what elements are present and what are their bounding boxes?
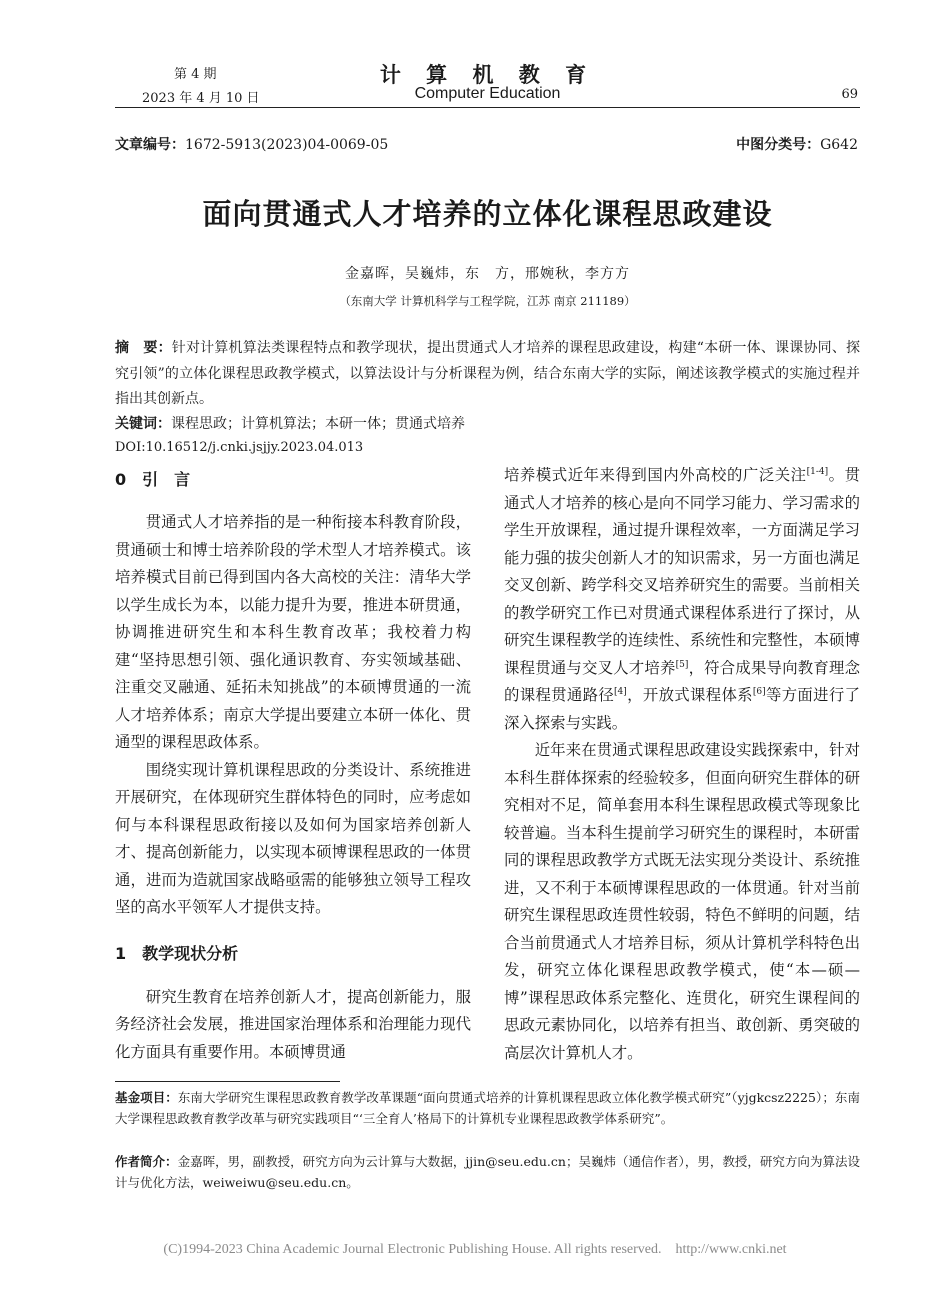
paragraph: 贯通式人才培养指的是一种衔接本科教育阶段，贯通硕士和博士培养阶段的学术型人才培养模式。该培养模式目前已得到国内各大高校的关注：清华大学以学生成长为本，以能力提升为要，推进本研贯通，协调推进研究生和本科生教育改革；我校着力构建“坚持思想引领、强化通识教育、夯实领域基础、注重交叉融通、延拓未知挑战”的本硕博贯通的一流人才培养体系；南京大学提出要建立本研一体化、贯通型的课程思政体系。	[115, 513, 471, 751]
section-1-heading: 1 教学现状分析	[115, 943, 239, 963]
text-run: 等方面进行了深入探索与实践。	[504, 686, 860, 732]
classification-value: G642	[820, 137, 858, 153]
paper-title: 面向贯通式人才培养的立体化课程思政建设	[202, 197, 773, 231]
authors: 金嘉晖，吴巍炜，东 方，邢婉秋，李方方	[345, 266, 630, 282]
funding-label: 基金项目：	[115, 1090, 178, 1105]
classification-label: 中图分类号：	[736, 137, 821, 153]
citation[interactable]: [5]	[675, 659, 689, 670]
paragraph: 近年来在贯通式课程思政建设实践探索中，针对本科生群体探索的经验较多，但面向研究生群体的研究相对不足，简单套用本科生课程思政模式等现象比较普遍。当本科生提前学习研究生的课程时，本研雷同的课程思政教学方式既无法实现分类设计、系统推进，又不利于本硕博课程思政的一体贯通。针对当前研究生课程思政连贯性较弱，特色不鲜明的问题，结合当前贯通式人才培养目标，须从计算机学科特色出发，研究立体化课程思政教学模式，使“本—硕—博”课程思政体系完整化、连贯化，研究生课程间的思政元素协同化，以培养有担当、敢创新、勇突破的高层次计算机人才。	[504, 741, 860, 1062]
abstract-text: 针对计算机算法类课程特点和教学现状，提出贯通式人才培养的课程思政建设，构建“本研一体、课课协同、探究引领”的立体化课程思政教学模式，以算法设计与分析课程为例，结合东南大学的实际，阐述该教学模式的实施过程并指出其创新点。	[115, 340, 861, 407]
author-bio	[115, 1151, 860, 1193]
author-bio-text: 金嘉晖，男，副教授，研究方向为云计算与大数据，jjin@seu.edu.cn；吴巍炜（通信作者），男，教授，研究方向为算法设计与优化方法，weiweiwu@seu.edu.cn。	[115, 1154, 860, 1190]
text-run: ，开放式课程体系	[626, 686, 753, 704]
keywords-text: 课程思政；计算机算法；本研一体；贯通式培养	[171, 416, 465, 432]
citation[interactable]: [6]	[752, 686, 766, 697]
classification-number	[600, 134, 858, 154]
journal-title-cn: 计 算 机 教 育	[379, 63, 596, 87]
left-column	[115, 466, 471, 1066]
text-run: ，符合成果导向教育理念的课程贯通路径	[504, 658, 860, 704]
issue-date: 2023 年 4 月 10 日	[142, 91, 260, 106]
paragraph	[504, 462, 860, 737]
article-number-value: 1672-5913(2023)04-0069-05	[185, 137, 389, 153]
abstract-label: 摘 要：	[115, 340, 172, 356]
right-column	[504, 462, 860, 1067]
page-number: 69	[841, 87, 858, 102]
funding-note	[115, 1087, 860, 1129]
article-number-label: 文章编号：	[115, 137, 185, 153]
keywords-label: 关键词：	[115, 416, 171, 432]
doi: DOI:10.16512/j.cnki.jsjjy.2023.04.013	[115, 440, 364, 455]
text-run: 培养模式近年来得到国内外高校的广泛关注	[504, 466, 807, 484]
paragraph: 围绕实现计算机课程思政的分类设计、系统推进开展研究，在体现研究生群体特色的同时，应考虑如何与本科课程思政衔接以及如何为国家培养创新人才、提高创新能力，以实现本硕博课程思政的一体贯通，进而为造就国家战略亟需的能够独立领导工程攻坚的高水平领军人才提供支持。	[115, 760, 471, 916]
keywords	[115, 412, 860, 438]
paragraph: 研究生教育在培养创新人才，提高创新能力，服务经济社会发展，推进国家治理体系和治理能力现代化方面具有重要作用。本硕博贯通	[115, 987, 471, 1061]
issue-number: 第 4 期	[174, 67, 217, 82]
journal-title-en: Computer Education	[414, 85, 561, 102]
affiliation: （东南大学 计算机科学与工程学院，江苏 南京 211189）	[339, 294, 636, 308]
text-run: 。贯通式人才培养的核心是向不同学习能力、学习需求的学生开放课程，通过提升课程效率，一方面满足学习能力强的拔尖创新人才的知识需求，另一方面也满足交叉创新、跨学科交叉培养研究生的需要。当前相关的教学研究工作已对贯通式课程体系进行了探讨，从研究生课程教学的连续性、系统性和完整性，本硕博课程贯通与交叉人才培养	[504, 466, 860, 677]
article-number	[115, 134, 388, 154]
citation[interactable]: [1-4]	[806, 466, 829, 477]
citation[interactable]: [4]	[614, 686, 627, 697]
footnote-rule	[115, 1081, 340, 1082]
header-rule	[115, 107, 860, 108]
funding-text: 东南大学研究生课程思政教育教学改革课题“面向贯通式培养的计算机课程思政立体化教学模式研究”（yjgkcsz2225）；东南大学课程思政教育教学改革与研究实践项目“‘三全育人’格局下的计算机专业课程思政教学体系研究”。	[115, 1090, 860, 1126]
abstract	[115, 336, 860, 413]
copyright-footer: (C)1994-2023 China Academic Journal Electronic Publishing House. All rights reserved. http://www.cnki.net	[163, 1242, 787, 1257]
section-0-heading: 0 引 言	[115, 470, 191, 489]
author-bio-label: 作者简介：	[115, 1154, 178, 1169]
